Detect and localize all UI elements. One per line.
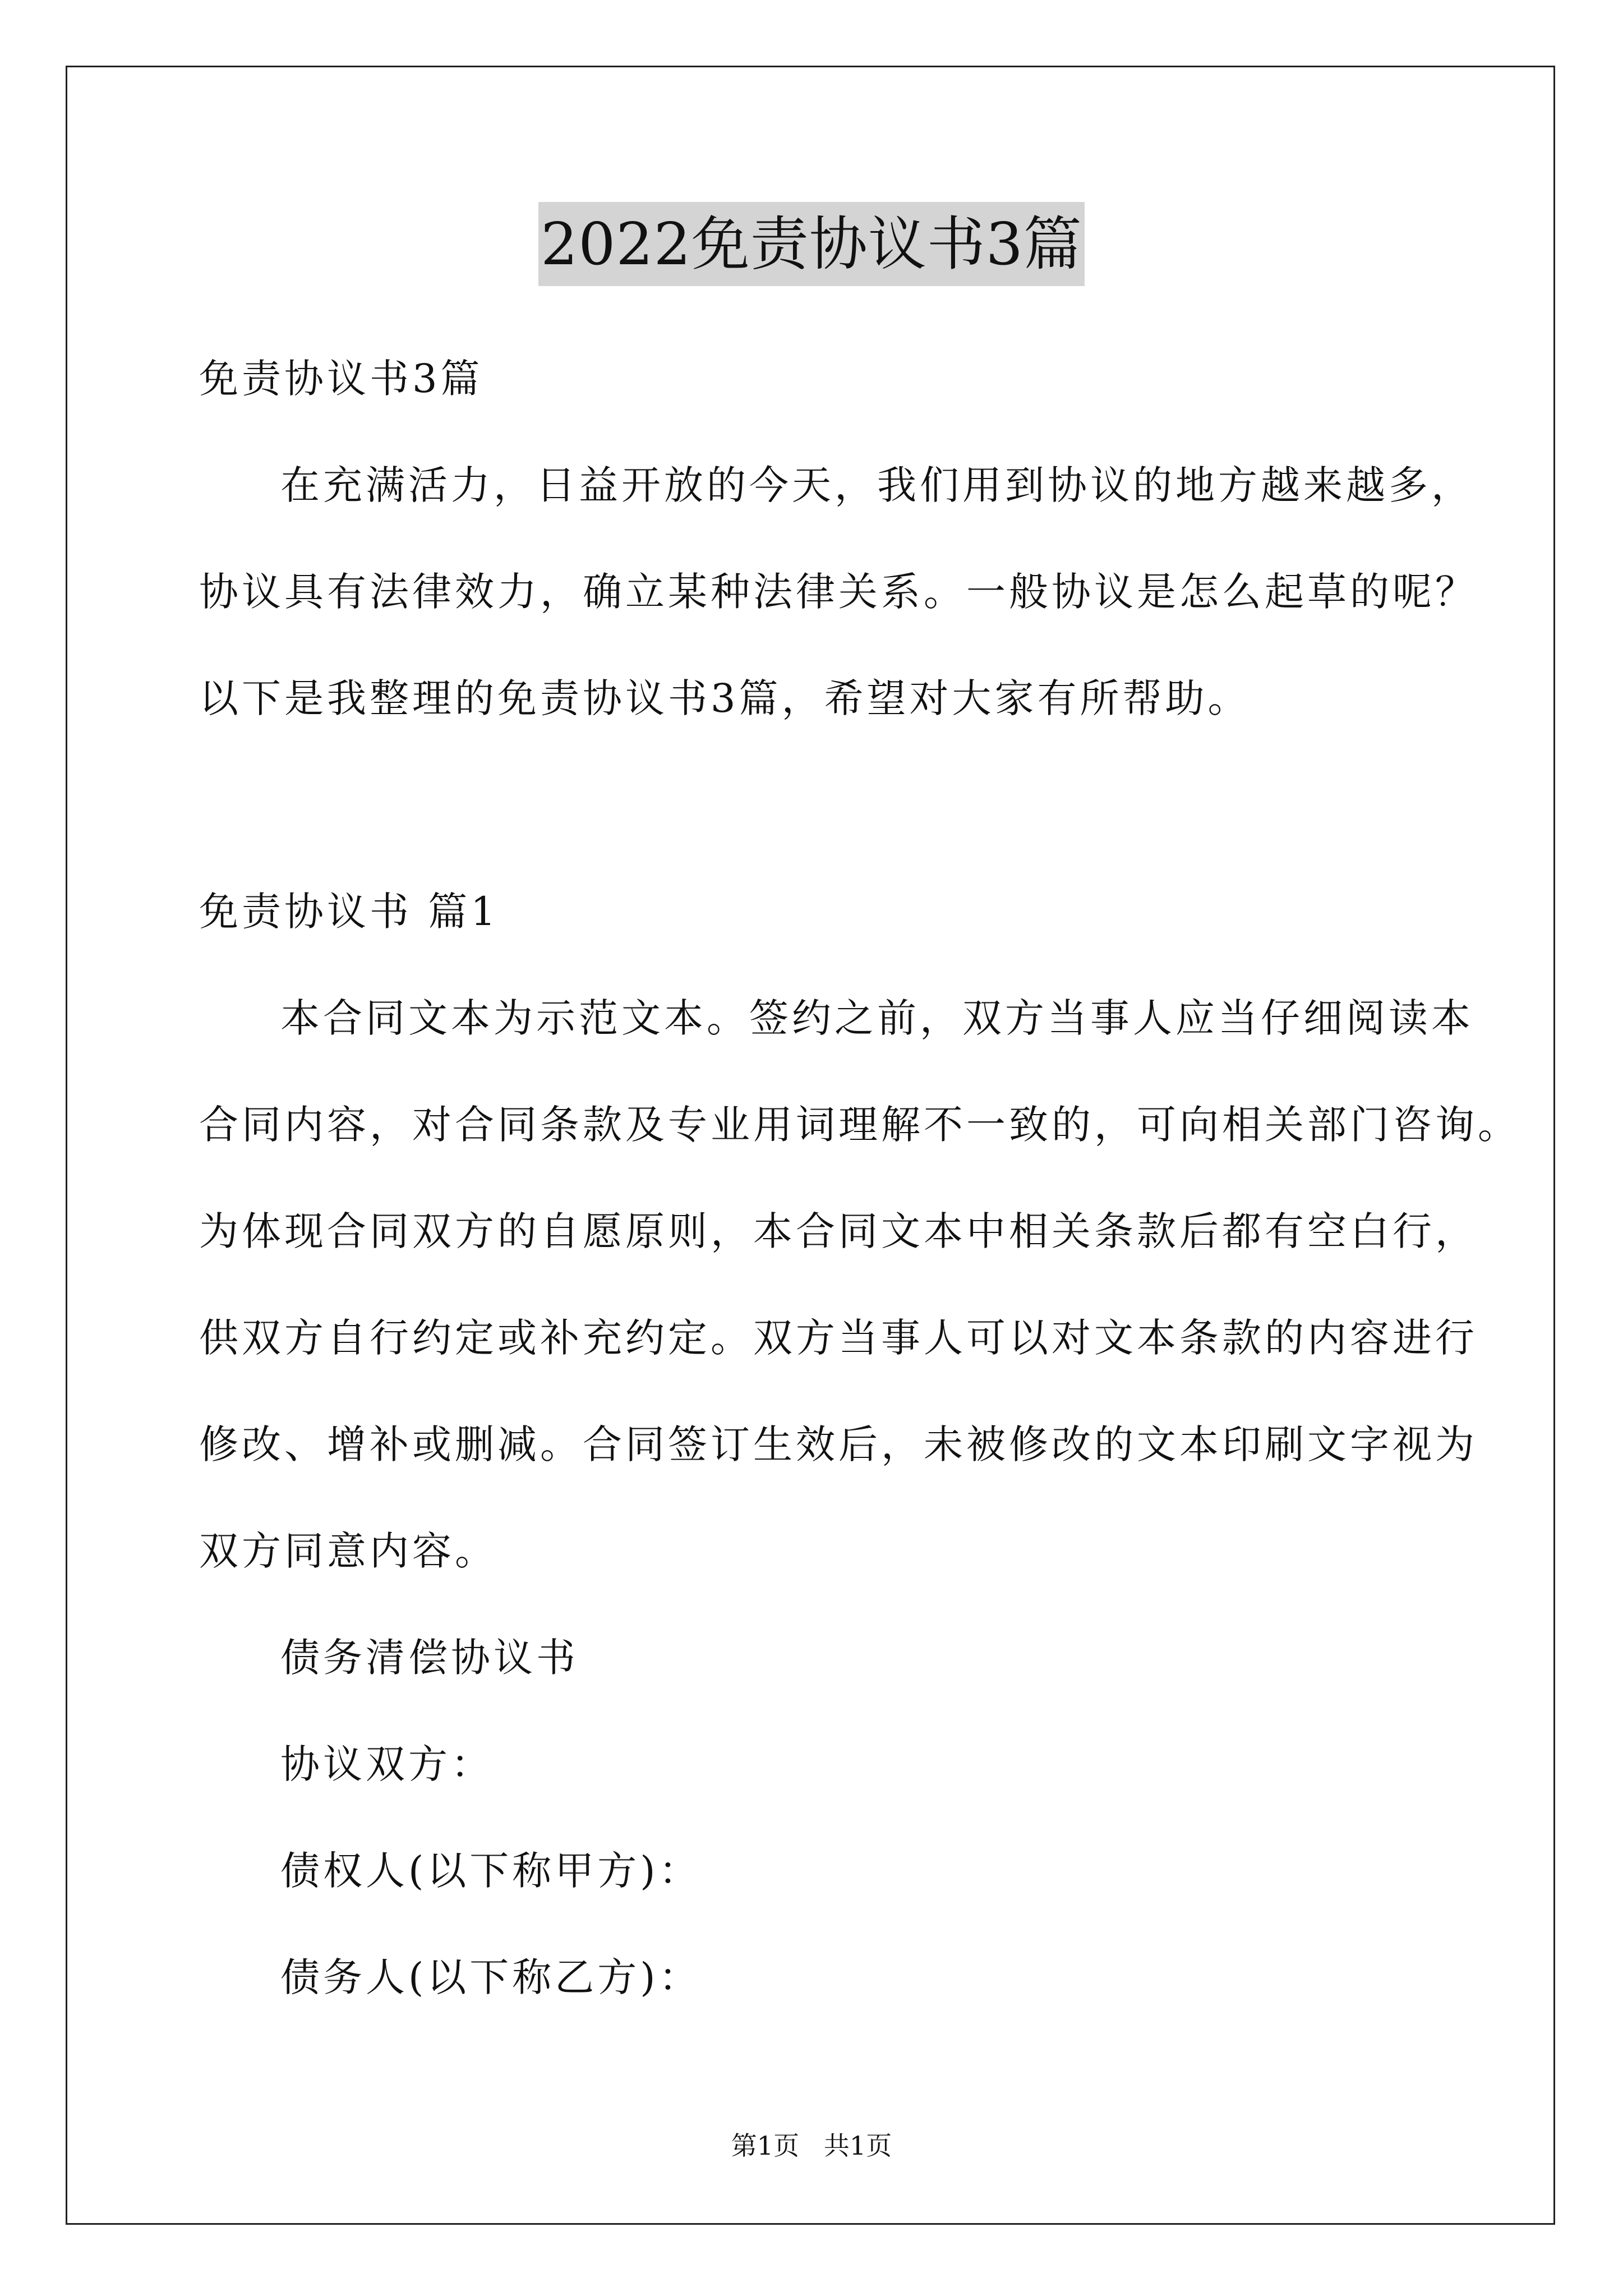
- paragraph-line-4: 供双方自行约定或补充约定。双方当事人可以对文本条款的内容进行: [199, 1315, 1478, 1361]
- debtor-label: 债务人(以下称乙方)：: [280, 1954, 702, 2000]
- section-heading-1: 免责协议书 篇1: [199, 889, 499, 935]
- subtitle: 免责协议书3篇: [199, 356, 483, 402]
- paragraph-line-6: 双方同意内容。: [199, 1528, 497, 1574]
- intro-line-2: 协议具有法律效力，确立某种法律关系。一般协议是怎么起草的呢？: [199, 569, 1478, 615]
- parties-label: 协议双方：: [280, 1741, 494, 1787]
- agreement-title: 债务清偿协议书: [280, 1635, 579, 1681]
- paragraph-line-5: 修改、增补或删减。合同签订生效后，未被修改的文本印刷文字视为: [199, 1421, 1478, 1467]
- paragraph-line-2: 合同内容，对合同条款及专业用词理解不一致的，可向相关部门咨询。: [199, 1102, 1520, 1148]
- paragraph-line-3: 为体现合同双方的自愿原则，本合同文本中相关条款后都有空白行，: [199, 1208, 1478, 1254]
- intro-line-3: 以下是我整理的免责协议书3篇，希望对大家有所帮助。: [199, 675, 1251, 721]
- page-footer: 第1页 共1页: [731, 2131, 892, 2161]
- title-container: [0, 202, 1623, 286]
- paragraph-line-1: 本合同文本为示范文本。签约之前，双方当事人应当仔细阅读本: [280, 995, 1474, 1041]
- intro-line-1: 在充满活力，日益开放的今天，我们用到协议的地方越来越多，: [280, 462, 1474, 508]
- document-title: 2022免责协议书3篇: [538, 202, 1085, 286]
- creditor-label: 债权人(以下称甲方)：: [280, 1848, 702, 1894]
